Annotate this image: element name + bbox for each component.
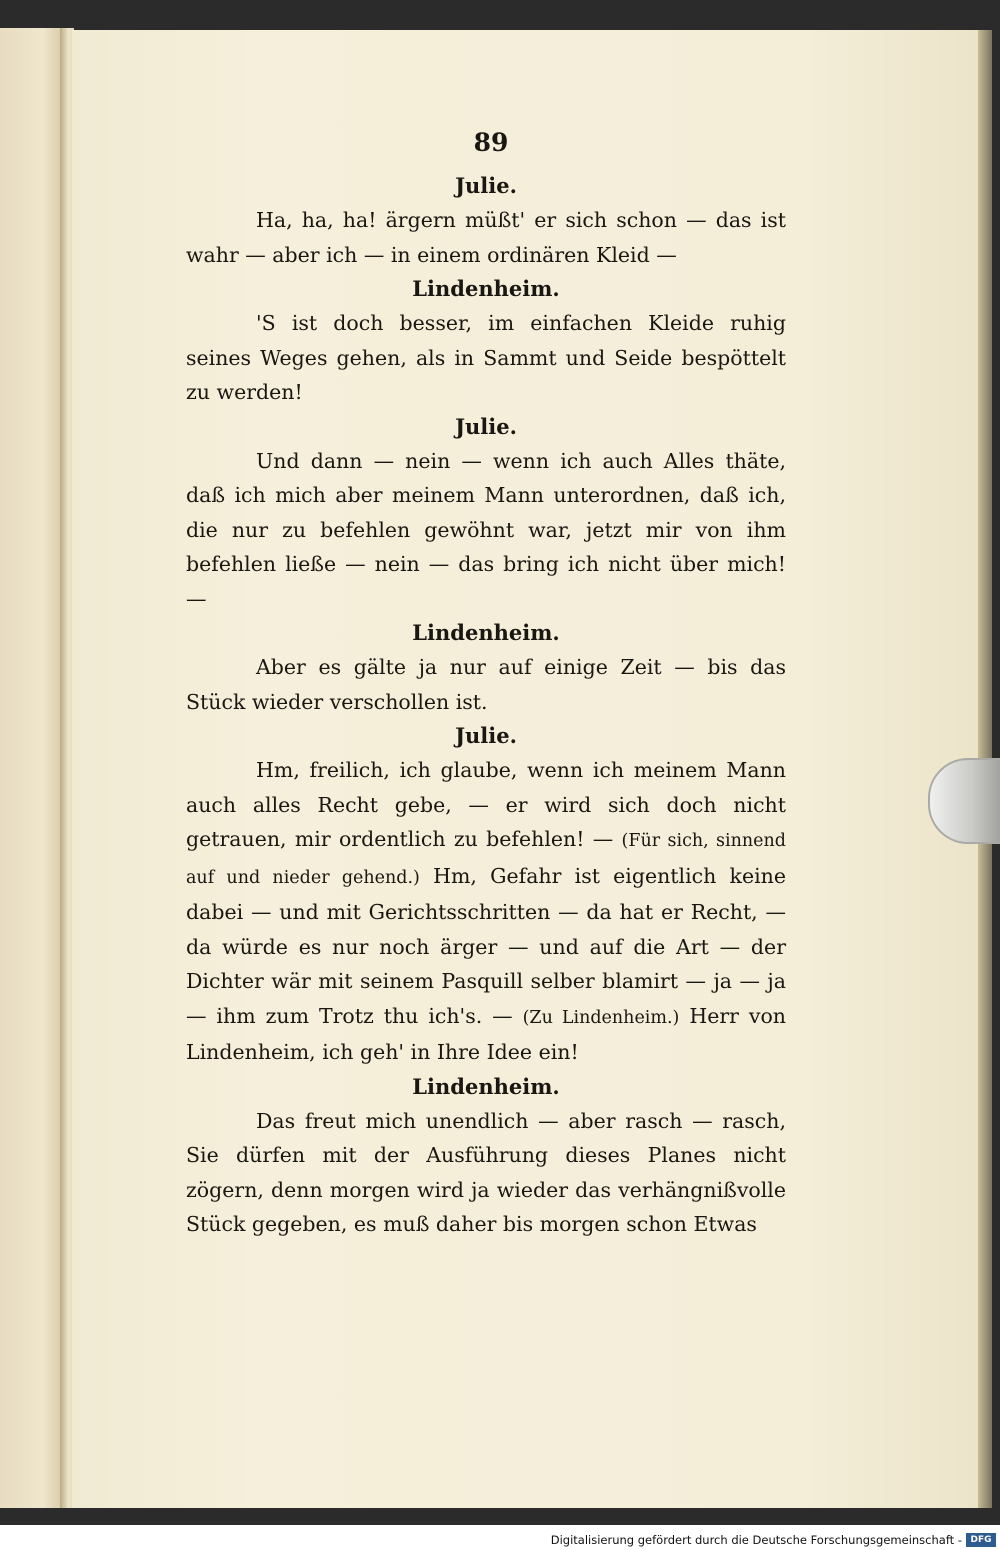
speaker-name: Julie. bbox=[455, 173, 517, 198]
dialogue-paragraph bbox=[186, 444, 786, 617]
speaker-name: Lindenheim. bbox=[412, 276, 560, 301]
speaker-name: Julie. bbox=[455, 723, 517, 748]
dialogue-paragraph bbox=[186, 753, 786, 1070]
facing-page-edge bbox=[0, 28, 62, 1508]
dialogue-paragraph bbox=[186, 203, 786, 272]
dialogue-paragraph bbox=[186, 306, 786, 410]
dialogue-paragraph bbox=[186, 650, 786, 719]
speaker-name: Lindenheim. bbox=[412, 620, 560, 645]
footer-credit: Digitalisierung gefördert durch die Deutsche Forschungsgemeinschaft - bbox=[550, 1533, 962, 1547]
dialogue-text: 'S ist doch besser, im einfachen Kleide ruhig seines Weges gehen, als in Sammt und Seide bespöttelt zu werden! bbox=[186, 311, 786, 404]
dialogue-text: Das freut mich unendlich — aber rasch — rasch, Sie dürfen mit der Ausführung dieses Planes nicht zögern, denn morgen wird ja wieder das verhängnißvolle Stück gegeben, es muß daher bis morgen schon Etwas bbox=[186, 1108, 786, 1236]
dialogue-paragraph bbox=[186, 1104, 786, 1242]
dialogue-text: Hm, freilich, ich glaube, wenn ich meinem Mann auch alles Recht gebe, — er wird sich doch nicht getrauen, mir ordentlich zu befehlen! — bbox=[186, 758, 786, 851]
speaker-name: Lindenheim. bbox=[412, 1073, 560, 1099]
stage-direction: (Zu Lindenheim.) bbox=[522, 1007, 680, 1028]
page-text bbox=[186, 128, 786, 1242]
dialogue-text: Herr von Lindenheim, ich geh' in Ihre Idee ein! bbox=[186, 1003, 786, 1064]
dialogue-text: Und dann — nein — wenn ich auch Alles thäte, daß ich mich aber meinem Mann unterordnen, daß ich, die nur zu befehlen gewöhnt war, jetzt mir von ihm befehlen ließe — nein — das bring ich nicht über mich! — bbox=[186, 448, 786, 611]
dialogue-text: Ha, ha, ha! ärgern müßt' er sich schon — das ist wahr — aber ich — in einem ordinären Kleid — bbox=[186, 208, 786, 267]
speaker-name: Julie. bbox=[455, 413, 517, 439]
text-blocks bbox=[186, 169, 786, 1242]
dialogue-text: Aber es gälte ja nur auf einige Zeit — bis das Stück wieder verschollen ist. bbox=[186, 655, 786, 714]
stage-direction: (Für sich, sinnend auf und nieder gehend.) bbox=[186, 831, 786, 888]
dfg-logo: DFG bbox=[966, 1533, 996, 1547]
page-number: 89 bbox=[473, 128, 509, 157]
page-clip-tab bbox=[928, 758, 1000, 844]
dialogue-text: Hm, Gefahr ist eigentlich keine dabei — und mit Gerichtsschritten — da hat er Recht, — da würde es nur noch ärger — und auf die Art — der Dichter wär mit seinem Pasquill selber blamirt — ja — ja — ihm zum Trotz thu ich's. — bbox=[186, 863, 786, 1028]
